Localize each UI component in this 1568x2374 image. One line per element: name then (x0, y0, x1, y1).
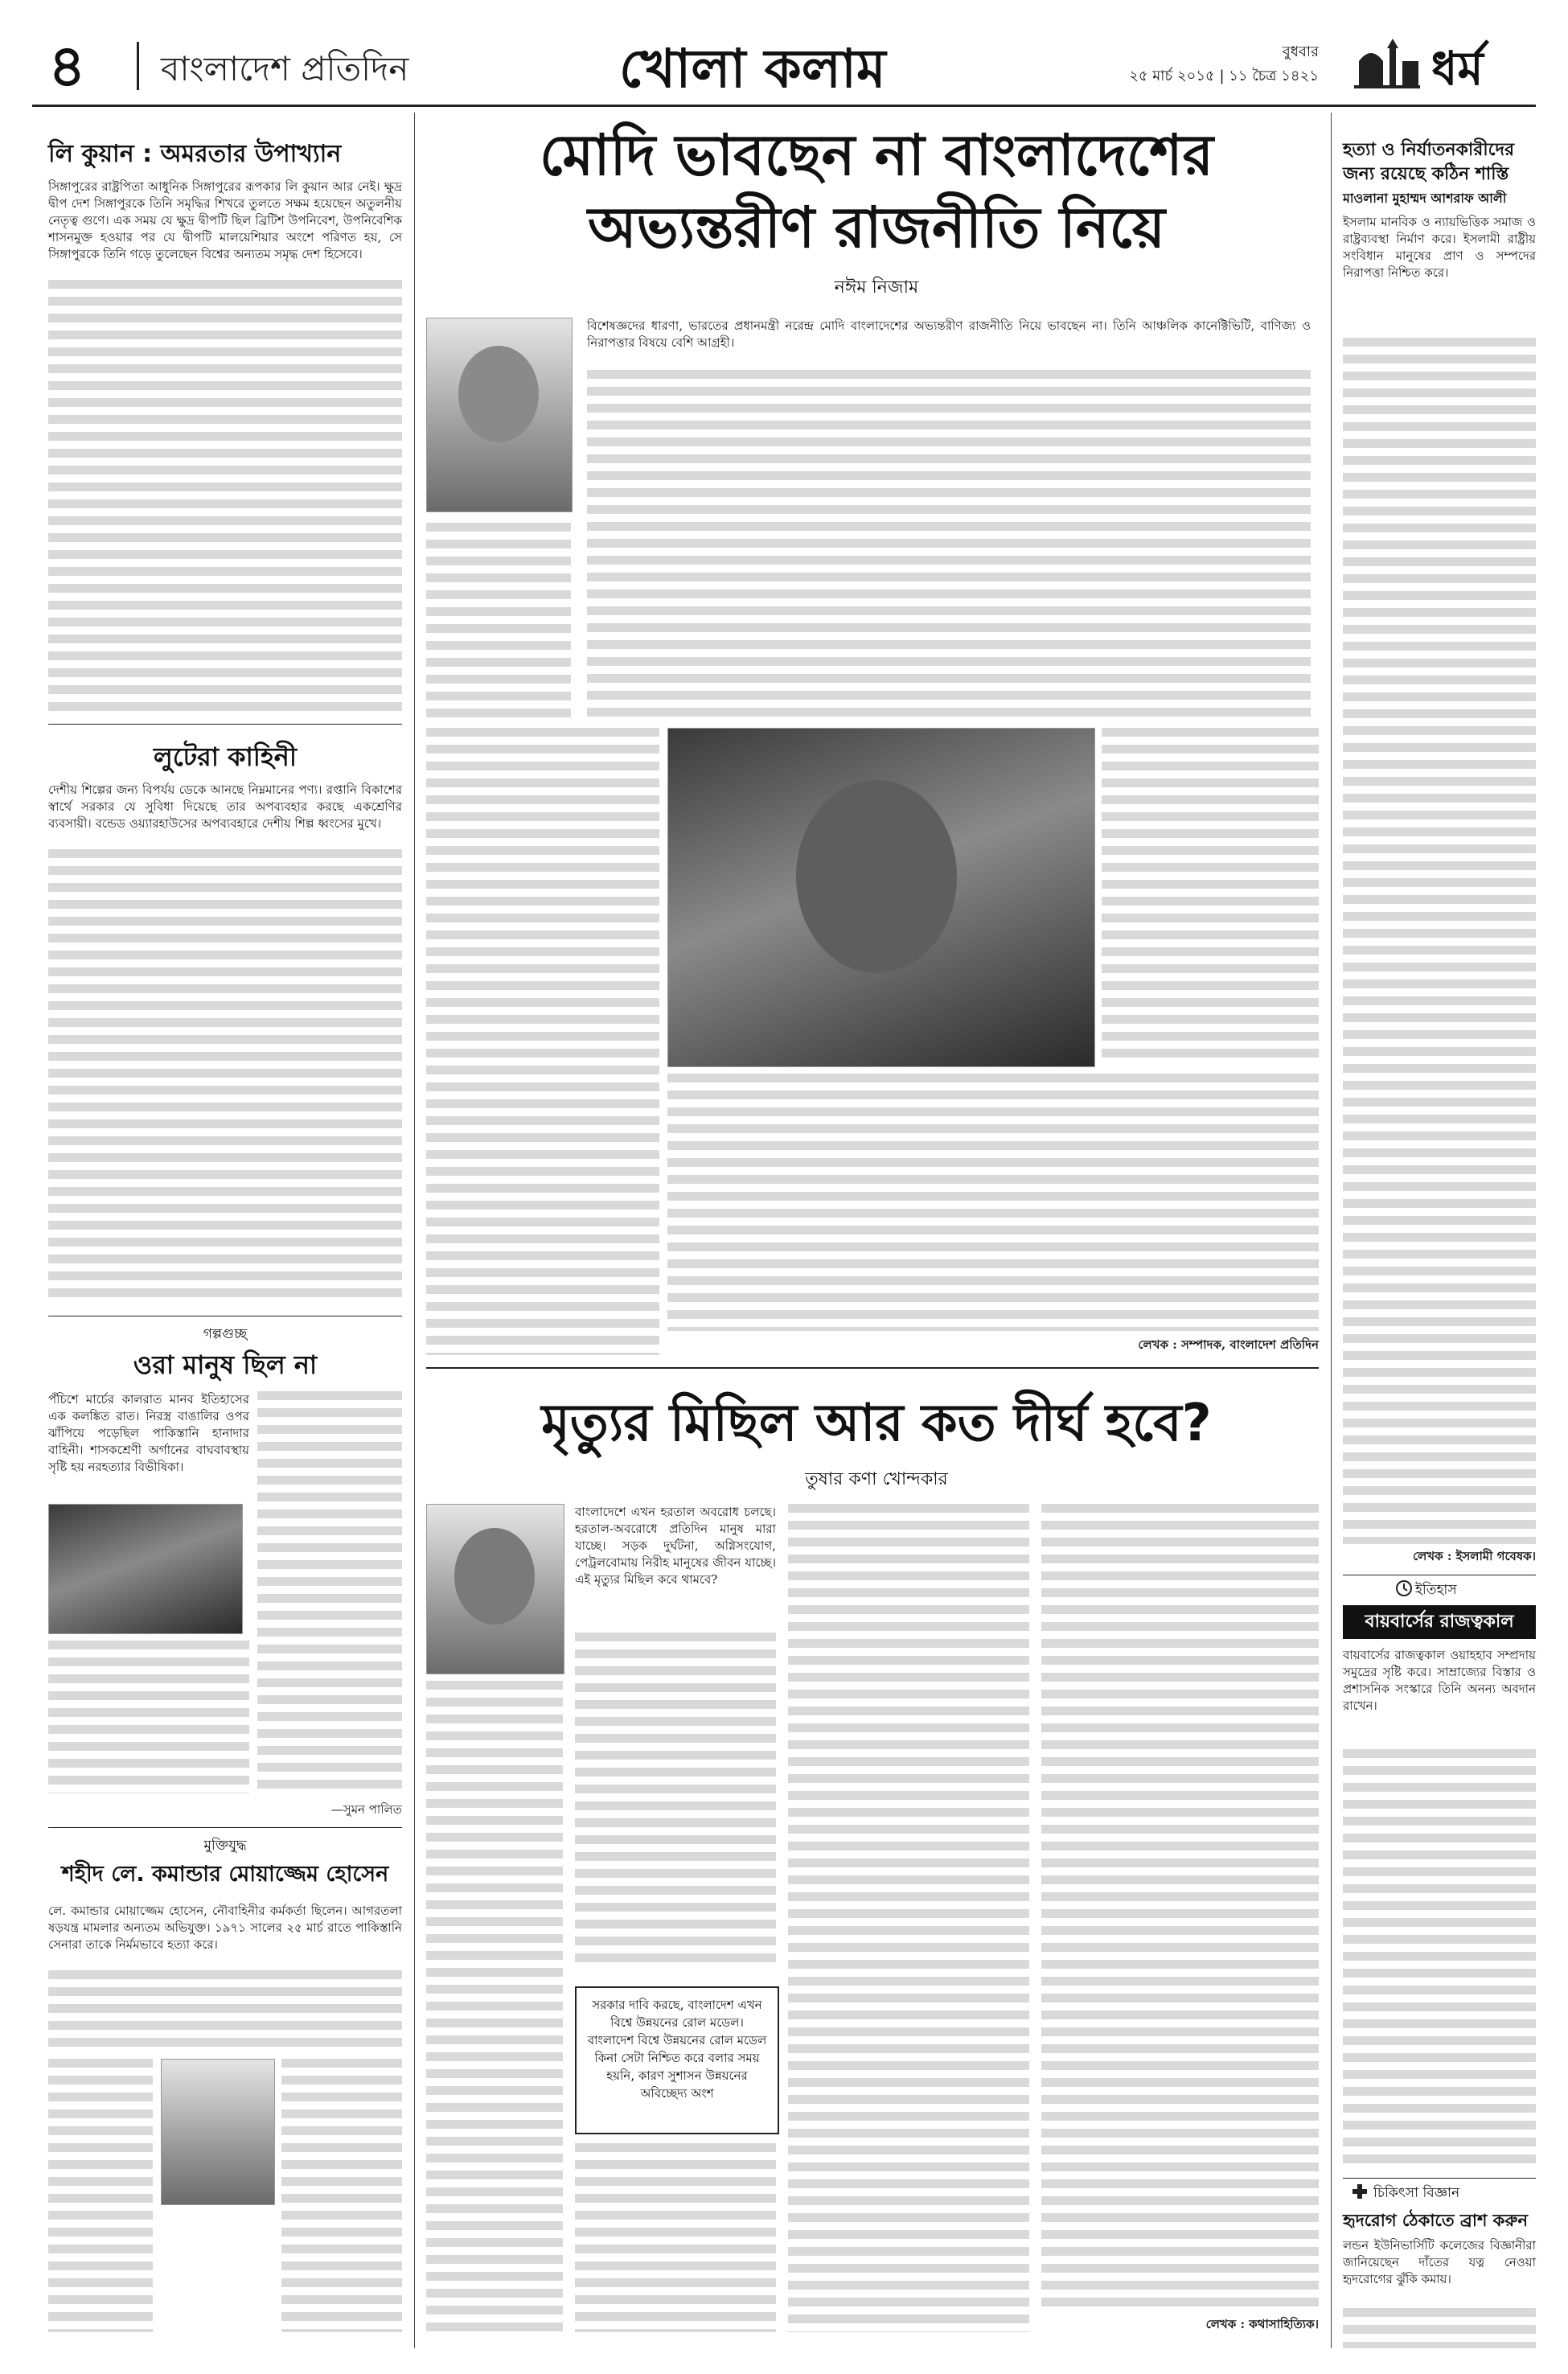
second-article-filler-4 (1041, 1504, 1319, 2308)
modi-face (796, 780, 957, 973)
main-article-filler-col1 (426, 728, 659, 1355)
second-article-filler-2 (426, 1681, 563, 2332)
main-article-filler-top (587, 370, 1311, 724)
article-ora-byline: —সুমন পালিত (330, 1802, 402, 1817)
right-article2-title: বায়বার্সের রাজত্বকাল (1343, 1605, 1536, 1639)
right-article2-body: বায়বার্সের রাজত্বকাল ওয়াহহাব সম্প্রদায় সমুদ্রের সৃষ্টি করে। সাম্রাজ্যের বিস্তার ও প্রশাসনিক সংস্কারে তিনি অনন্য অবদান রাখেন। (1343, 1648, 1536, 1713)
article-moazzem-filler (48, 1970, 402, 2051)
article-moazzem-filler-3 (281, 2059, 402, 2332)
left-rule-1 (48, 724, 402, 725)
main-article-filler-col3 (1102, 728, 1319, 1066)
main-article-filler-bottom (667, 1074, 1319, 1331)
main-headline-line2: অভ্যন্তরীণ রাজনীতি নিয়ে (588, 195, 1165, 261)
medical-icon (1351, 2183, 1369, 2200)
article-li-kuan-body-filler (48, 280, 402, 714)
main-article-byline: লেখক : সম্পাদক, বাংলাদেশ প্রতিদিন (1138, 1337, 1319, 1352)
second-article-filler-3 (788, 1504, 1029, 2332)
main-separator (426, 1367, 1319, 1369)
date-line: ২৫ মার্চ ২০১৫ | ১১ চৈত্র ১৪২১ (1129, 68, 1319, 84)
right-article3-filler (1343, 2308, 1536, 2348)
main-article-body: বিশেষজ্ঞদের ধারণা, ভারতের প্রধানমন্ত্রী নরেন্দ্র মোদি বাংলাদেশের অভ্যন্তরীণ রাজনীতি নিয়ে ভাবছেন না। তিনি আঞ্চলিক কানেক্টিভিটি, বাণিজ্য ও নিরাপত্তার বিষয়ে বেশি আগ্রহী। (587, 318, 1311, 350)
chikitsa-label: চিকিৎসা বিজ্ঞান (1373, 2185, 1460, 2201)
article-moazzem-body: লে. কমান্ডার মোয়াজ্জেম হোসেন, নৌবাহিনীর কর্মকর্তা ছিলেন। আগরতলা ষড়যন্ত্র মামলার অন্যতম অভিযুক্ত। ১৯৭১ সালের ২৫ মার্চ রাতে পাকিস্তানি সেনারা তাকে নির্মমভাবে হত্যা করে। (48, 1904, 402, 1952)
article-lutera-body-filler (48, 849, 402, 1300)
masthead-divider (137, 42, 139, 90)
article-moazzem-title: শহীদ লে. কমান্ডার মোয়াজ্জেম হোসেন (61, 1862, 389, 1887)
second-article-byline: লেখক : কথাসাহিত্যিক। (1205, 2317, 1319, 2331)
article-lutera-title: লুটেরা কাহিনী (153, 741, 298, 772)
right-article3-title: হৃদরোগ ঠেকাতে ব্রাশ করুন (1343, 2211, 1529, 2230)
right-column-divider (1331, 113, 1332, 2348)
right-rule-2 (1343, 2178, 1536, 2179)
moazzem-photo (161, 2059, 275, 2205)
paper-name: বাংলাদেশ প্রতিদিন (161, 49, 409, 88)
history-icon (1395, 1579, 1413, 1597)
author-face (458, 346, 539, 442)
main-article-filler-left (426, 523, 571, 724)
second-author-face (454, 1528, 535, 1624)
article-ora-title: ওরা মানুষ ছিল না (133, 1349, 318, 1380)
mosque-icon (1351, 37, 1423, 93)
article-ora-body-filler (257, 1391, 402, 1793)
itihas-label: ইতিহাস (1415, 1582, 1457, 1598)
muktijuddho-label: মুক্তিযুদ্ধ (203, 1838, 247, 1854)
second-article-body: বাংলাদেশে এখন হরতাল অবরোধ চলছে। হরতাল-অবরোধে প্রতিদিন মানুষ মারা যাচ্ছে। সড়ক দুর্ঘটনা, অগ্নিসংযোগ, পেট্রলবোমায় নিরীহ মানুষের জীবন যাচ্ছে। এই মৃত্যুর মিছিল কবে থামবে? (575, 1505, 776, 1587)
article-lutera-body: দেশীয় শিল্পের জন্য বিপর্যয় ডেকে আনছে নিম্নমানের পণ্য। রপ্তানি বিকাশের স্বার্থে সরকার যে সুবিধা দিয়েছে তার অপব্যবহার করছে একশ্রেণির ব্যবসায়ী। বন্ডেড ওয়্যারহাউসের অপব্যবহারে দেশীয় শিল্প ধ্বংসের মুখে। (48, 782, 402, 831)
war-photo (48, 1504, 243, 1634)
main-author: নঈম নিজাম (834, 277, 919, 298)
pullquote-text: সরকার দাবি করছে, বাংলাদেশ এখন বিশ্বে উন্নয়নের রোল মডেল। বাংলাদেশ বিশ্বে উন্নয়নের রোল মডেল কিনা সেটা নিশ্চিত করে বলার সময় হয়নি, কারণ সুশাসন উন্নয়নের অবিচ্ছেদ্য অংশ (587, 1998, 767, 2101)
article-ora-body-filler-2 (48, 1641, 249, 1793)
pullquote-box (575, 1986, 779, 2134)
date-day: বুধবার (1282, 43, 1319, 60)
golpo-label: গল্পগুচ্ছ (203, 1326, 248, 1342)
second-article-filler-1 (575, 1633, 776, 1970)
right-article3-body: লন্ডন ইউনিভার্সিটি কলেজের বিজ্ঞানীরা জানিয়েছেন দাঁতের যত্ন নেওয়া হৃদরোগের ঝুঁকি কমায়। (1343, 2238, 1536, 2286)
section-title: খোলা কলাম (619, 38, 886, 100)
right-article1-body: ইসলাম মানবিক ও ন্যায়ভিত্তিক সমাজ ও রাষ্ট্রব্যবস্থা নির্মাণ করে। ইসলামী রাষ্ট্রীয় সংবিধান মানুষের প্রাণ ও সম্পদের নিরাপত্তা নিশ্চিত করে। (1343, 215, 1536, 280)
article-moazzem-filler-2 (48, 2059, 153, 2332)
right-section-title: ধর্ম (1431, 41, 1484, 96)
article-li-kuan-body: সিঙ্গাপুরের রাষ্ট্রপিতা আধুনিক সিঙ্গাপুরের রূপকার লি কুয়ান আর নেই। ক্ষুদ্র দ্বীপ দেশ সিঙ্গাপুরকে তিনি সমৃদ্ধির শিখরে তুলতে সক্ষম হয়েছেন অতুলনীয় নেতৃত্ব গুণে। এক সময় যে ক্ষুদ্র দ্বীপটি ছিল ব্রিটিশ উপনিবেশ, উপনিবেশিক শাসনমুক্ত হওয়ার পর যে দ্বীপটি মালয়েশিয়ার অংশে পরিণত হয়, সে সিঙ্গাপুরকে তিনি গড়ে তুলেছেন বিশ্বের অন্যতম সমৃদ্ধ দেশ হিসেবে। (48, 179, 402, 261)
masthead-rule (32, 105, 1536, 107)
left-rule-3 (48, 1827, 402, 1828)
right-article1-filler (1343, 338, 1536, 1544)
right-article1-byline: লেখক : ইসলামী গবেষক। (1412, 1549, 1536, 1563)
page-number: ৪ (48, 32, 86, 100)
right-article1-title: হত্যা ও নির্যাতনকারীদের জন্য রয়েছে কঠিন শাস্তি (1343, 140, 1515, 184)
article-li-kuan-title: লি কুয়ান : অমরতার উপাখ্যান (48, 140, 342, 168)
second-article-filler-5 (575, 2143, 776, 2332)
second-author: তুষার কণা খোন্দকার (805, 1469, 948, 1489)
right-article1-author: মাওলানা মুহাম্মদ আশরাফ আলী (1343, 191, 1507, 206)
left-column-divider (414, 113, 415, 2348)
right-article2-filler (1343, 1749, 1536, 2167)
main-headline-line1: মোদি ভাবছেন না বাংলাদেশের (539, 122, 1214, 188)
article-ora-body: পঁচিশে মার্চের কালরাত মানব ইতিহাসের এক কলঙ্কিত রাত। নিরস্ত্র বাঙালির ওপর ঝাঁপিয়ে পড়েছিল পাকিস্তানি হানাদার বাহিনী। শাসকশ্রেণী অর্গানের বাঘবাবস্থায় সৃষ্টি হয় নরহত্যার বিভীষিকা। (48, 1392, 249, 1474)
second-headline: মৃত্যুর মিছিল আর কত দীর্ঘ হবে? (541, 1394, 1212, 1453)
